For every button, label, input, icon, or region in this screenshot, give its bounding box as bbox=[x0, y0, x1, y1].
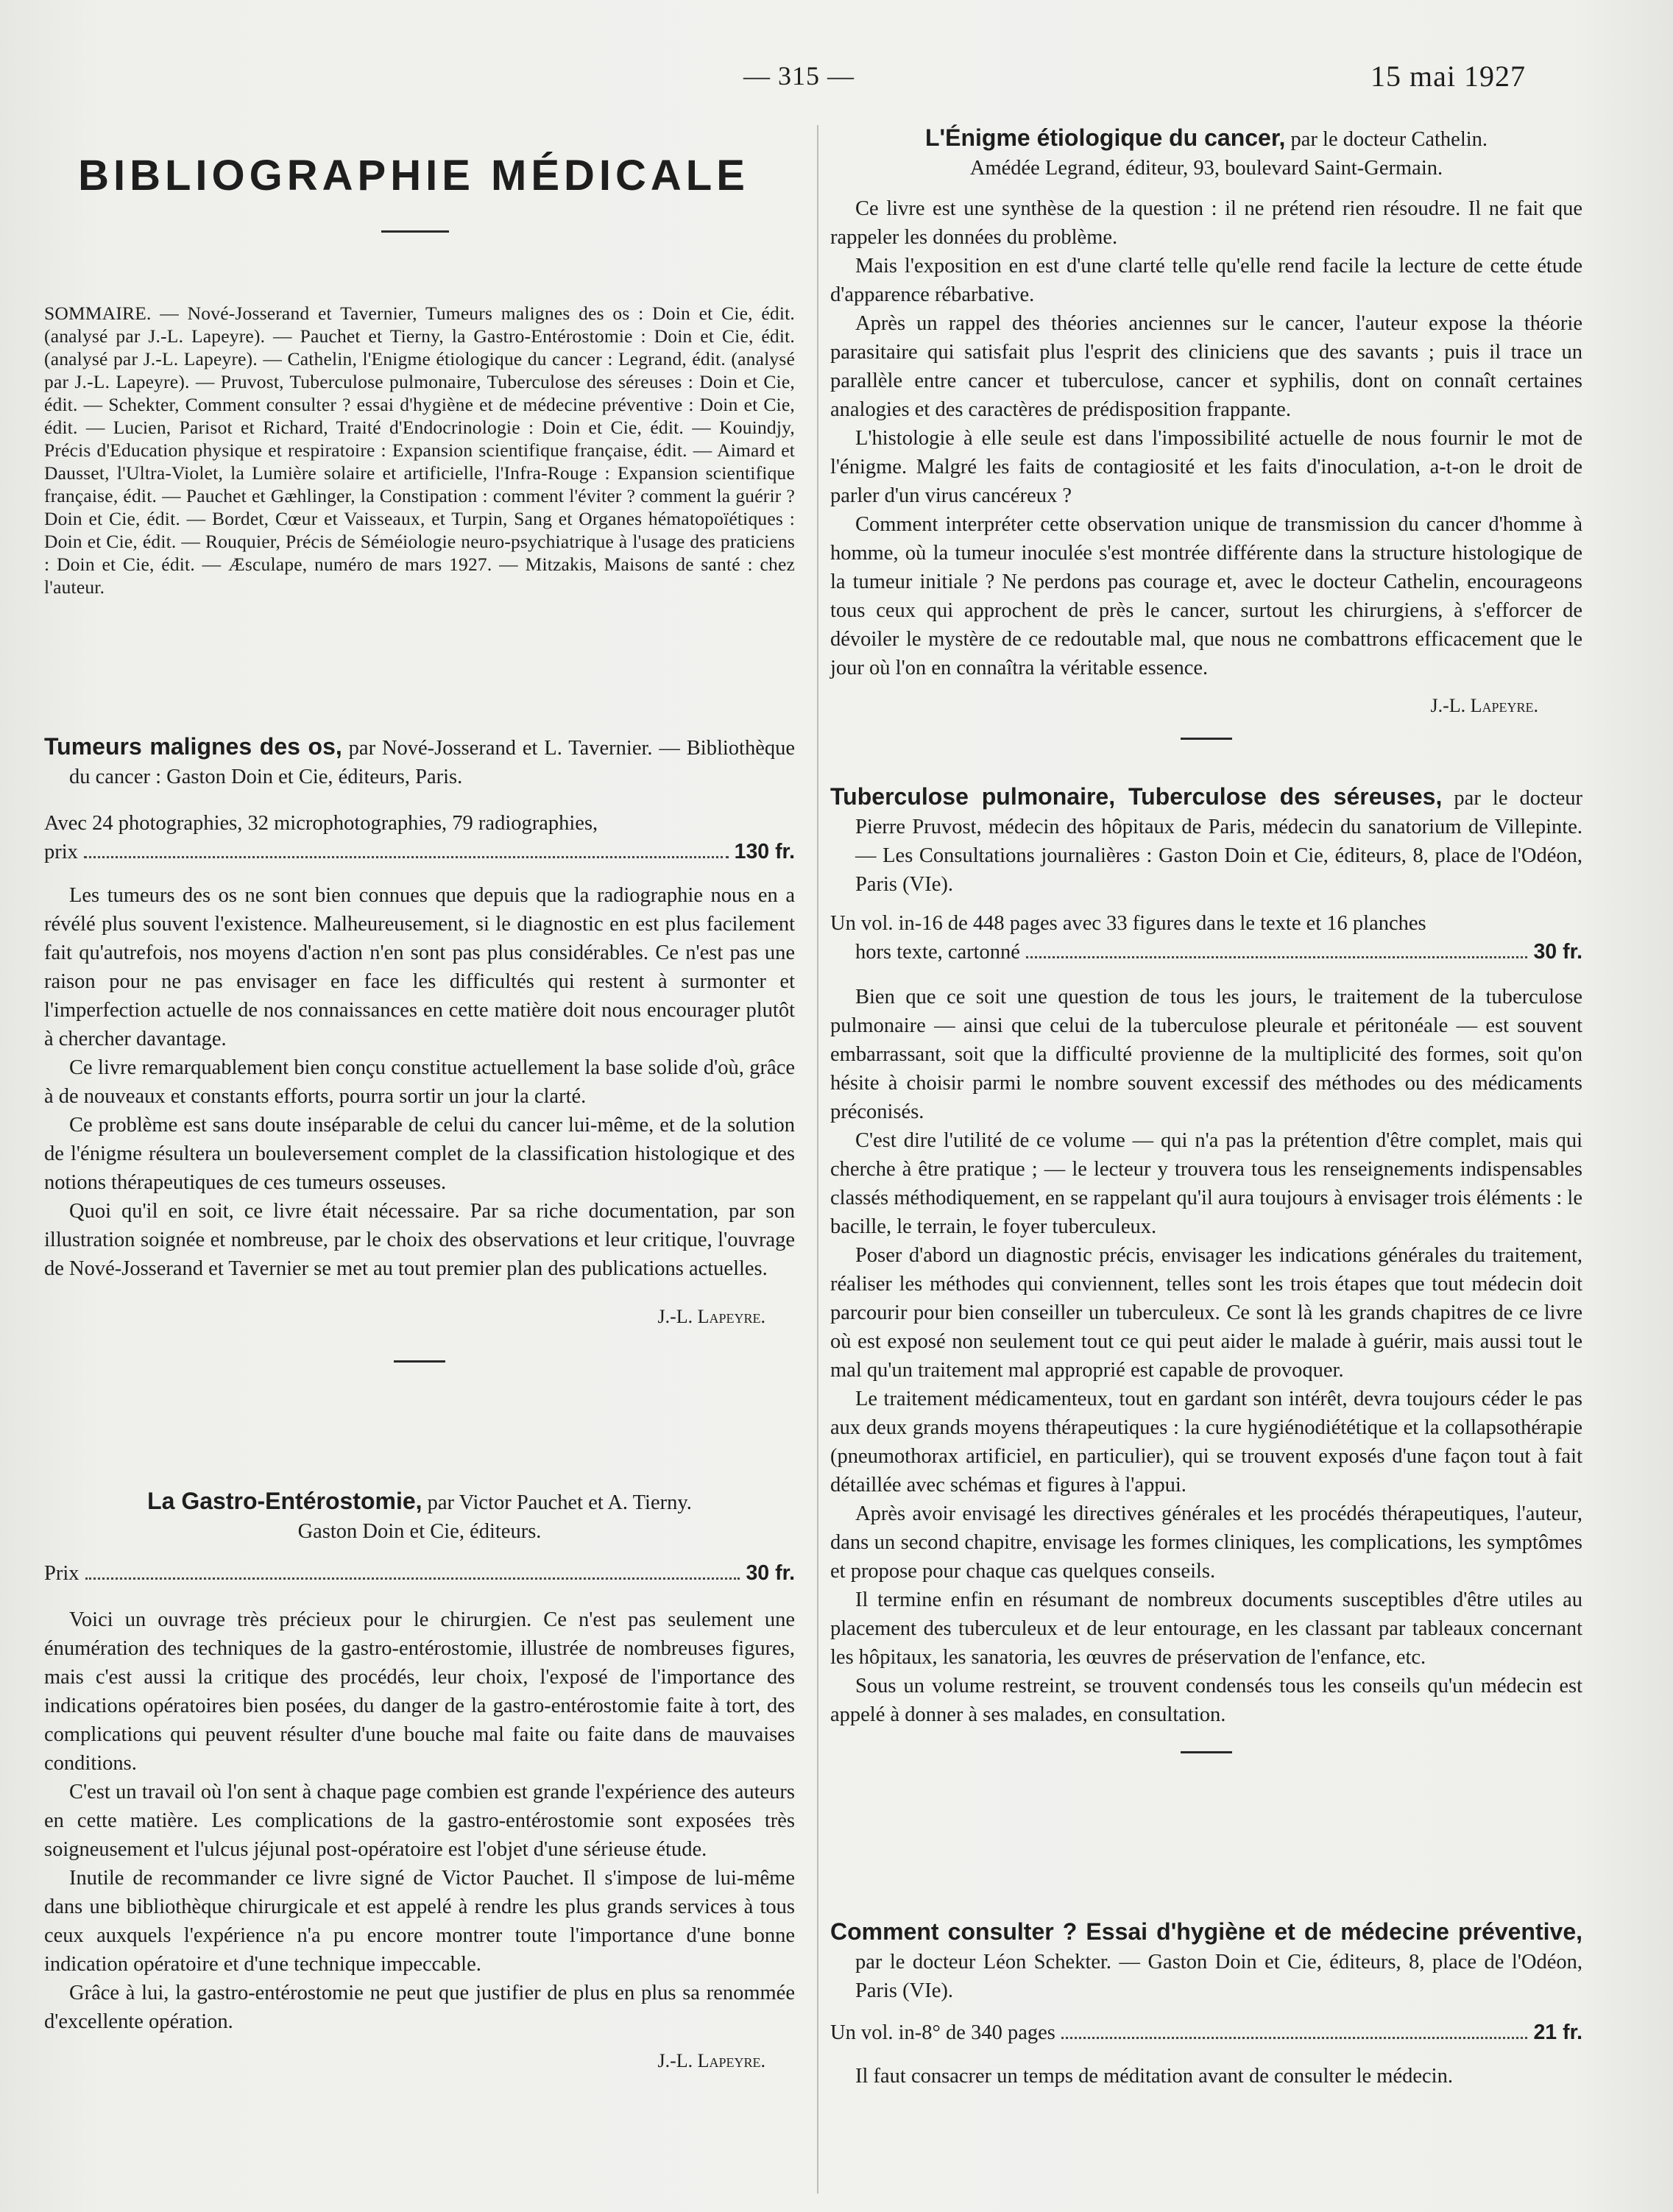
paragraph: Poser d'abord un diagnostic précis, envisager les indications générales du traitement, réaliser les méthodes qui conviennent, telles sont les trois étapes que tout médecin doit parcourir pour bien conseiller un tuberculeux. Ce sont là les grands chapitres de ce livre où est exposé non seulement tout ce qui peut aider le malade à guérir, mais aussi tout le mal qu'un traitement mal approprié est capable de provoquer. bbox=[830, 1244, 1582, 1382]
review-comment-consulter-byline: par le docteur Léon Schekter. — Gaston Doin et Cie, éditeurs, 8, place de l'Odéon, Paris (VIe). bbox=[855, 1951, 1582, 2002]
leader-dots bbox=[85, 1577, 740, 1580]
paragraph: C'est dire l'utilité de ce volume — qui n'a pas la prétention d'être complet, mais qui cherche à être pratique ; — le lecteur y trouvera tous les renseignements indispensables classés méthodiquement, en se rappelant qu'il aura toujours à envisager trois éléments : le bacille, le terrain, le foyer tuberculeux. bbox=[830, 1129, 1582, 1238]
paragraph: Sous un volume restreint, se trouvent condensés tous les conseils qu'un médecin est appelé à donner à ses malades, en consultation. bbox=[830, 1675, 1582, 1726]
review-tumeurs-price-label: prix bbox=[44, 841, 78, 863]
section-rule bbox=[394, 1360, 445, 1363]
review-tumeurs-desc: Avec 24 photographies, 32 microphotographies, 79 radiographies, bbox=[44, 812, 598, 835]
paragraph: Quoi qu'il en soit, ce livre était nécessaire. Par sa riche documentation, par son illustration soignée et nombreuse, par le choix des observations et leur critique, l'ouvrage de Nové-Josserand et Tavernier se met au tout premier plan des publications actuelles. bbox=[44, 1200, 795, 1280]
review-comment-consulter-price: 21 fr. bbox=[1533, 2021, 1582, 2044]
review-tuberculose-title: Tuberculose pulmonaire, Tuberculose des séreuses, bbox=[830, 783, 1443, 810]
review-gastro-price-line bbox=[44, 1559, 795, 1588]
signature: J.-L. Lapeyre. bbox=[1430, 695, 1538, 716]
review-gastro bbox=[44, 1487, 795, 2075]
review-enigme-heading bbox=[830, 124, 1582, 154]
review-comment-consulter-title: Comment consulter ? Essai d'hygiène et de médecine préventive, bbox=[830, 1918, 1582, 1945]
leader-dots bbox=[84, 855, 729, 858]
review-gastro-heading bbox=[44, 1487, 795, 1517]
review-tuberculose-desc: Un vol. in-16 de 448 pages avec 33 figures dans le texte et 16 planches bbox=[830, 912, 1426, 935]
review-enigme-publisher: Amédée Legrand, éditeur, 93, boulevard Saint-Germain. bbox=[969, 157, 1443, 180]
review-comment-consulter-price-line bbox=[830, 2018, 1582, 2047]
column-divider bbox=[817, 125, 818, 2194]
paragraph: Mais l'exposition en est d'une clarté telle qu'elle rend facile la lecture de cette étude d'apparence rébarbative. bbox=[830, 255, 1582, 306]
review-tumeurs-price: 130 fr. bbox=[734, 840, 795, 863]
section-rule bbox=[1181, 1751, 1232, 1753]
review-comment-consulter bbox=[830, 1918, 1582, 2091]
paragraph: Voici un ouvrage très précieux pour le chirurgien. Ce n'est pas seulement une énumération des techniques de la gastro-entérostomie, illustrée de nombreuses figures, mais c'est aussi la critique des procédés, leur choix, l'exposé de l'importance des indications opératoires bien posées, du danger de la gastro-entérostomie faite à tort, des complications qui peuvent résulter d'une bouche mal faite ou faite dans de mauvaises conditions. bbox=[44, 1608, 795, 1775]
review-tuberculose bbox=[830, 782, 1582, 1753]
paragraph: L'histologie à elle seule est dans l'impossibilité actuelle de nous fournir le mot de l'énigme. Malgré les faits de contagiosité et les faits d'inoculation, a-t-on le droit de parler d'un virus cancéreux ? bbox=[830, 427, 1582, 507]
review-gastro-price: 30 fr. bbox=[746, 1561, 795, 1585]
review-tuberculose-price-label: hors texte, cartonné bbox=[855, 941, 1020, 964]
sommaire: SOMMAIRE. — Nové-Josserand et Tavernier, Tumeurs malignes des os : Doin et Cie, édit. (analysé par J.-L. Lapeyre). — Pauchet et Tierny, la Gastro-Entérostomie : Doin et Cie, édit. (analysé par J.-L. Lapeyre). — Cathelin, l'Enigme étiologique du cancer : Legrand, édit. (analysé par J.-L. Lapeyre). — Pruvost, Tuberculose pulmonaire, Tuberculose des séreuses : Doin et Cie, édit. — Schekter, Comment consulter ? essai d'hygiène et de médecine préventive : Doin et Cie, édit. — Lucien, Parisot et Richard, Traité d'Endocrinologie : Doin et Cie, édit. — Kouindjy, Précis d'Education physique et respiratoire : Expansion scientifique française, édit. — Aimard et Dausset, l'Ultra-Violet, la Lumière solaire et artificielle, l'Infra-Rouge : Expansion scientifique française, édit. — Pauchet et Gæhlinger, la Constipation : comment l'éviter ? comment la guérir ? Doin et Cie, édit. — Bordet, Cœur et Vaisseaux, et Turpin, Sang et Organes hématopoïétiques : Doin et Cie, édit. — Rouquier, Précis de Séméiologie neuro-psychiatrique à l'usage des praticiens : Doin et Cie, édit. — Æsculape, numéro de mars 1927. — Mitzakis, Maisons de santé : chez l'auteur. bbox=[44, 303, 795, 598]
paragraph: Inutile de recommander ce livre signé de Victor Pauchet. Il s'impose de lui-même dans une bibliothèque chirurgicale et est appelé à rendre les plus grands services à tous ceux auxquels l'expérience n'a pu encore montrer toute l'importance d'une bonne indication opératoire et d'une technique impeccable. bbox=[44, 1867, 795, 1976]
review-enigme-byline: par le docteur Cathelin. bbox=[1285, 128, 1488, 151]
review-comment-consulter-heading bbox=[830, 1918, 1582, 2005]
review-tumeurs-byline: par Nové-Josserand et L. Tavernier. — Bibliothèque du cancer : Gaston Doin et Cie, éditeurs, Paris. bbox=[69, 737, 795, 788]
review-gastro-byline: par Victor Pauchet et A. Tierny. bbox=[422, 1491, 692, 1514]
review-tuberculose-price: 30 fr. bbox=[1533, 940, 1582, 964]
title-rule bbox=[381, 230, 449, 233]
review-gastro-price-label: Prix bbox=[44, 1562, 79, 1585]
paragraph: C'est un travail où l'on sent à chaque page combien est grande l'expérience des auteurs en cette matière. Les complications de la gastro-entérostomie sont exposées très soigneusement et l'ulcus jéjunal post-opératoire est l'objet d'une sérieuse étude. bbox=[44, 1781, 795, 1861]
review-tumeurs-heading bbox=[44, 732, 795, 791]
review-comment-consulter-price-label: Un vol. in-8° de 340 pages bbox=[830, 2021, 1055, 2044]
review-tuberculose-price-line bbox=[830, 938, 1582, 967]
paragraph: Ce problème est sans doute inséparable de celui du cancer lui-même, et de la solution de l'énigme résultera un bouleversement complet de la classification histologique et des notions thérapeutiques de ces tumeurs osseuses. bbox=[44, 1114, 795, 1194]
section-rule bbox=[1181, 738, 1232, 740]
leader-dots bbox=[1026, 955, 1528, 958]
review-gastro-publisher: Gaston Doin et Cie, éditeurs. bbox=[297, 1520, 542, 1543]
review-tumeurs bbox=[44, 732, 795, 1363]
paragraph: Les tumeurs des os ne sont bien connues que depuis que la radiographie nous en a révélé plus souvent l'existence. Malheureusement, si le diagnostic en est plus facilement fait qu'autrefois, nos moyens d'action n'en sont pas plus considérables. Ce n'est pas une raison pour ne pas envisager en face les difficultés qui restent à surmonter et l'imperfection actuelle de nos connaissances en cette matière doit nous encourager plutôt à chercher davantage. bbox=[44, 884, 795, 1050]
leader-dots bbox=[1061, 2036, 1528, 2039]
paragraph: Bien que ce soit une question de tous les jours, le traitement de la tuberculose pulmonaire — ainsi que celui de la tuberculose pleurale et péritonéale — est souvent embarrassant, soit que la difficulté provienne de la multiplicité des formes, soit qu'on hésite à choisir parmi le nombre souvent excessif des méthodes ou des médicaments préconisés. bbox=[830, 986, 1582, 1123]
paragraph: Comment interpréter cette observation unique de transmission du cancer d'homme à homme, où la tumeur inoculée s'est montrée différente dans la structure histologique de la tumeur initiale ? Ne perdons pas courage et, avec le docteur Cathelin, encourageons tous ceux qui approchent de près le cancer, surtout les chirurgiens, à s'efforcer de dévoiler le mystère de ce redoutable mal, que nous ne combattrons efficacement que le jour où l'on en connaîtra la véritable essence. bbox=[830, 513, 1582, 679]
review-enigme-title: L'Énigme étiologique du cancer, bbox=[924, 124, 1286, 151]
review-enigme bbox=[830, 124, 1582, 740]
page-number: — 315 — bbox=[743, 61, 855, 91]
review-tuberculose-heading bbox=[830, 782, 1582, 899]
paragraph: Le traitement médicamenteux, tout en gardant son intérêt, devra toujours céder le pas aux deux grands moyens thérapeutiques : la cure hygiénodiététique et la collapsothérapie (pneumothorax artificiel, en particulier), qui se trouvent exposés d'une façon tout à fait détaillée avec schémas et figures à l'appui. bbox=[830, 1388, 1582, 1497]
signature: J.-L. Lapeyre. bbox=[657, 2050, 765, 2071]
paragraph: Grâce à lui, la gastro-entérostomie ne peut que justifier de plus en plus sa renommée d'excellente opération. bbox=[44, 1982, 795, 2033]
paragraph: Ce livre remarquablement bien conçu constitue actuellement la base solide d'où, grâce à de nouveaux et constants efforts, pourra sortir un jour la clarté. bbox=[44, 1056, 795, 1108]
paragraph: Il faut consacrer un temps de méditation avant de consulter le médecin. bbox=[855, 2065, 1453, 2088]
review-tumeurs-price-line bbox=[44, 838, 795, 866]
review-tuberculose-byline: par le docteur Pierre Pruvost, médecin des hôpitaux de Paris, médecin du sanatorium de Villepinte. — Les Consultations journalières : Gaston Doin et Cie, éditeurs, 8, place de l'Odéon, Paris (VIe). bbox=[855, 787, 1583, 896]
signature: J.-L. Lapeyre. bbox=[657, 1306, 765, 1327]
review-tumeurs-title: Tumeurs malignes des os, bbox=[44, 733, 342, 760]
paragraph: Après un rappel des théories anciennes sur le cancer, l'auteur expose la théorie parasitaire qui satisfait plus l'esprit des cliniciens que des savants ; puis il trace un parallèle entre cancer et tuberculose, cancer et syphilis, dont on connaît certaines analogies et des caractères de prédisposition frappante. bbox=[830, 312, 1582, 421]
paragraph: Ce livre est une synthèse de la question : il ne prétend rien résoudre. Il ne fait que rappeler les données du problème. bbox=[830, 197, 1582, 249]
section-title: BIBLIOGRAPHIE MÉDICALE bbox=[78, 152, 749, 199]
paragraph: Il termine enfin en résumant de nombreux documents susceptibles d'être utiles au placement des tuberculeux et de leur entourage, en les classant par tableaux concernant les hôpitaux, les sanatoria, les œuvres de préservation de l'enfance, etc. bbox=[830, 1589, 1582, 1669]
paragraph: Après avoir envisagé les directives générales et les procédés thérapeutiques, l'auteur, dans un second chapitre, envisage les formes cliniques, les complications, les symptômes et propose pour chaque cas quelques conseils. bbox=[830, 1502, 1582, 1583]
review-gastro-title: La Gastro-Entérostomie, bbox=[147, 1488, 422, 1514]
issue-date: 15 mai 1927 bbox=[1370, 60, 1526, 93]
